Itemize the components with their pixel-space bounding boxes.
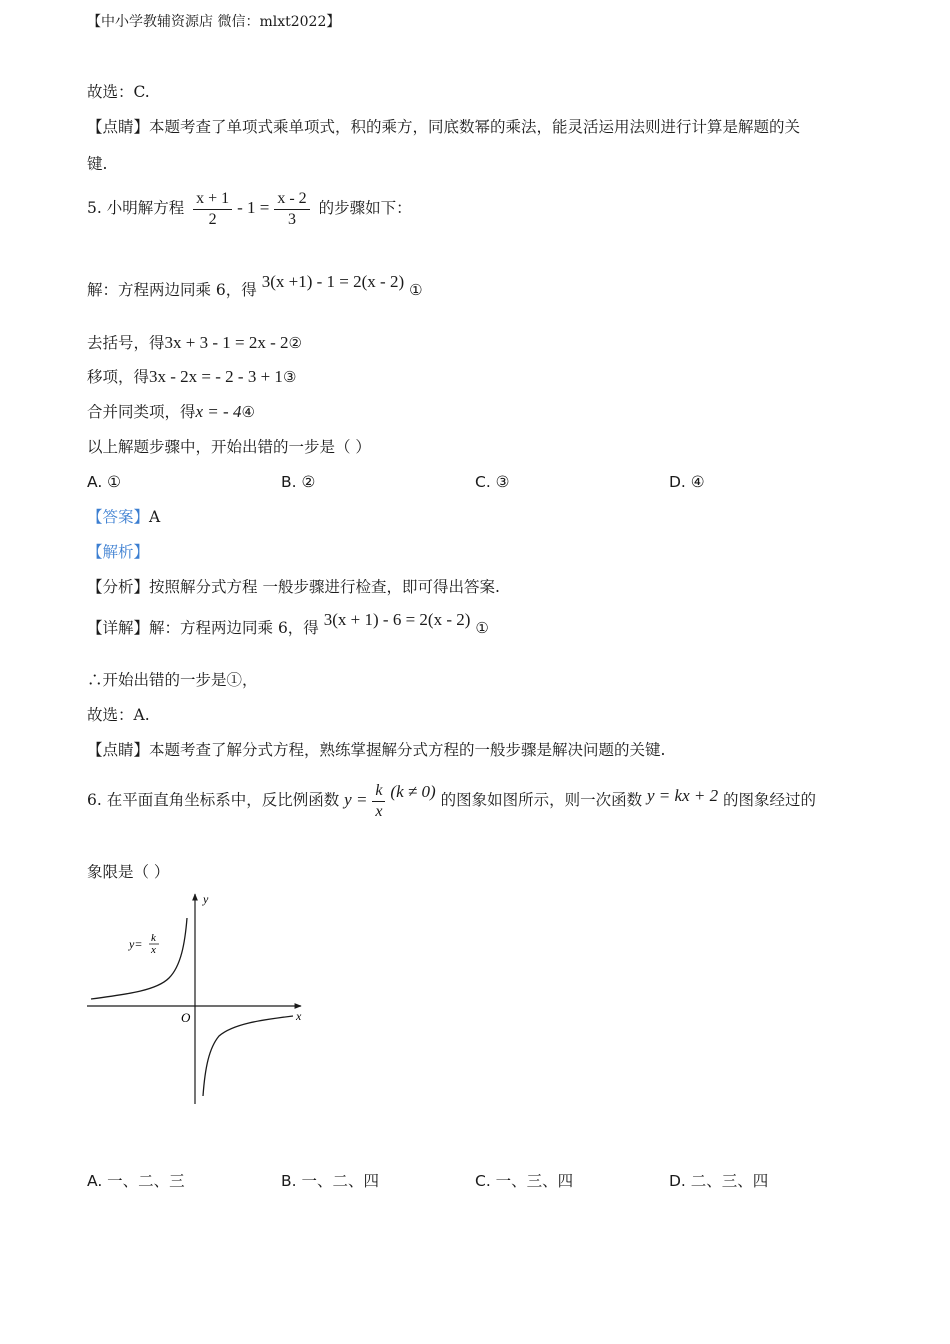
step1-mark: ① (409, 281, 423, 299)
q6-prefix: 6. 在平面直角坐标系中，反比例函数 (87, 791, 340, 809)
answer-value: A (149, 508, 161, 526)
q5-step-3 (87, 367, 296, 387)
q5-option-d[interactable]: D. ④ (669, 473, 705, 491)
q5-suffix: 的步骤如下： (318, 199, 412, 217)
hyperbola-graph (85, 888, 315, 1108)
q6-func-numerator: k (372, 781, 385, 802)
step3-math: 3x - 2x = - 2 - 3 + 1 (149, 367, 283, 386)
step3-text: 移项，得 (87, 368, 150, 386)
q5-frac1-numerator: x + 1 (193, 189, 232, 210)
q6-func-condition: (k ≠ 0) (390, 782, 436, 801)
q5-stem (87, 188, 412, 230)
step3-mark: ③ (282, 368, 297, 386)
q5-detail (87, 610, 489, 638)
step1-math: 3(x +1) - 1 = 2(x - 2) (261, 272, 405, 291)
curve-label-denominator: x (151, 944, 156, 956)
q6-linear: y = kx + 2 (647, 786, 719, 805)
q6-func-lhs: y = (344, 790, 368, 809)
q5-comment (87, 740, 665, 760)
q5-option-b[interactable]: B. ② (281, 473, 316, 491)
q5-frac2-numerator: x - 2 (274, 189, 309, 210)
detail-math: 3(x + 1) - 6 = 2(x - 2) (323, 610, 471, 629)
hyperbola-branch-lower-right (203, 1016, 293, 1096)
q5-therefore: ∴开始出错的一步是①， (87, 671, 258, 689)
q5-step-4 (87, 402, 255, 422)
q5-answer (87, 507, 160, 527)
step4-mark: ④ (241, 403, 255, 421)
q5-analysis (87, 577, 500, 597)
q5-comment-tag: 【点睛】 (87, 741, 150, 759)
q6-option-d[interactable]: D. 二、三、四 (669, 1172, 769, 1190)
step2-mark: ② (288, 334, 302, 352)
q5-step-2 (87, 333, 302, 353)
step4-text: 合并同类项，得 (87, 403, 196, 421)
q5-step-1 (87, 272, 423, 300)
q6-func-denominator: x (375, 802, 383, 820)
q6-stem (87, 778, 816, 822)
comment-tag: 【点睛】 (87, 118, 150, 136)
detail-label: 【详解】 (87, 619, 150, 637)
prev-comment-continued: 键. (87, 155, 108, 173)
step4-math: x = - 4 (195, 402, 242, 421)
q6-option-b[interactable]: B. 一、二、四 (281, 1172, 379, 1190)
curve-label-numerator: k (151, 932, 156, 944)
prev-comment (87, 117, 800, 137)
q6-suffix: 的图象经过的 (723, 791, 817, 809)
analysis-label: 【分析】 (87, 578, 150, 596)
q6-func-fraction (372, 781, 385, 822)
prev-answer-line: 故选：C. (87, 83, 150, 101)
y-axis-label: y (203, 892, 209, 906)
q5-prefix: 5. 小明解方程 (87, 199, 185, 217)
q5-option-a[interactable]: A. ① (87, 473, 122, 491)
page-header: 【中小学教辅资源店 微信：mlxt2022】 (87, 14, 341, 30)
detail-text: 解：方程两边同乘 6，得 (149, 619, 319, 637)
origin-label: O (181, 1010, 191, 1025)
q6-option-a[interactable]: A. 一、二、三 (87, 1172, 185, 1190)
step1-text: 解：方程两边同乘 6，得 (87, 281, 257, 299)
step2-text: 去括号，得 (87, 334, 165, 352)
comment-text: 本题考查了单项式乘单项式，积的乘方，同底数幂的乘法，能灵活运用法则进行计算是解题的关 (149, 118, 801, 136)
q6-stem-line-2: 象限是（ ） (87, 863, 170, 881)
q5-option-c[interactable]: C. ③ (475, 473, 510, 491)
q5-choose: 故选：A. (87, 706, 150, 724)
analysis-text: 按照解分式方程 一般步骤进行检查，即可得出答案. (149, 578, 500, 596)
q6-middle: 的图象如图所示，则一次函数 (440, 791, 643, 809)
q6-option-c[interactable]: C. 一、三、四 (475, 1172, 574, 1190)
q5-fraction-1 (193, 189, 232, 230)
q5-question: 以上解题步骤中，开始出错的一步是（ ） (87, 438, 371, 456)
q5-analysis-tag: 【解析】 (87, 543, 150, 561)
hyperbola-branch-upper-left (91, 918, 187, 999)
detail-mark: ① (475, 619, 489, 637)
x-axis-label: x (296, 1009, 302, 1023)
q5-frac1-denominator: 2 (208, 210, 217, 228)
step2-math: 3x + 3 - 1 = 2x - 2 (164, 333, 289, 352)
q5-frac2-denominator: 3 (287, 210, 296, 228)
q5-fraction-2 (274, 189, 309, 230)
answer-tag: 【答案】 (87, 508, 150, 526)
curve-label: y= (129, 937, 143, 951)
q5-comment-text: 本题考查了解分式方程，熟练掌握解分式方程的一般步骤是解决问题的关键. (149, 741, 666, 759)
q5-minus-one: - 1 = (237, 198, 270, 217)
